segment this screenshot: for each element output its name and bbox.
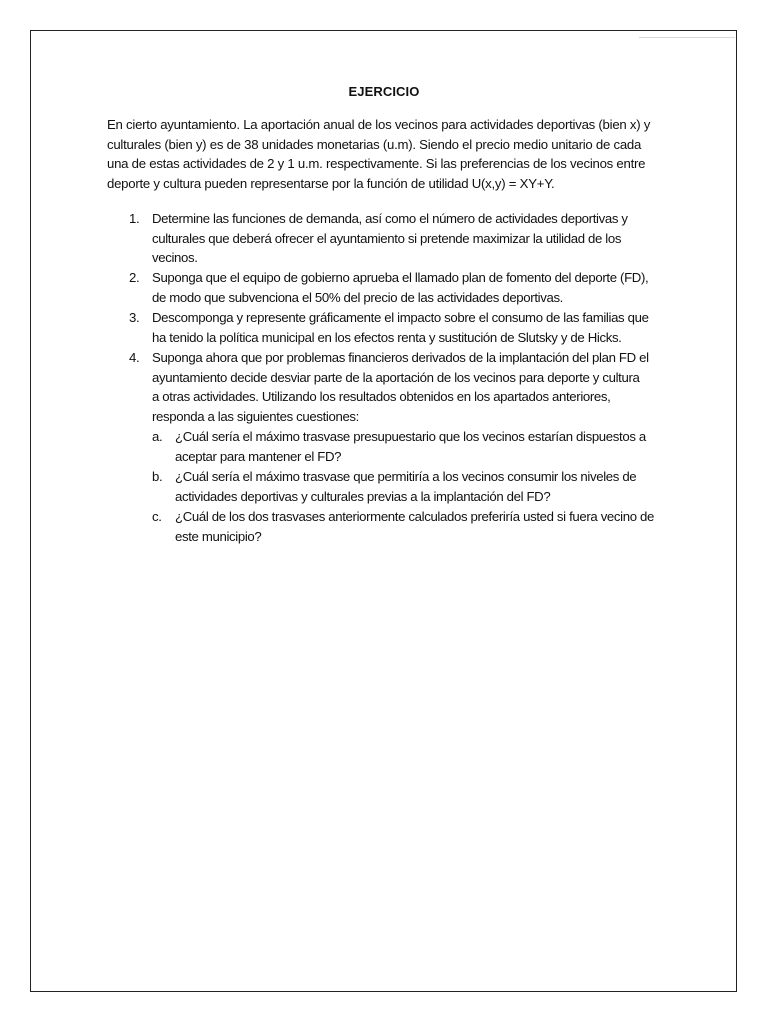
subquestion-letter: b. [152,469,163,484]
subquestion-line: ¿Cuál sería el máximo trasvase presupuestario que los vecinos estarían dispuestos a [175,429,646,444]
intro-line: deporte y cultura pueden representarse por la función de utilidad U(x,y) = XY+Y. [107,175,555,191]
intro-line: una de estas actividades de 2 y 1 u.m. respectivamente. Si las preferencias de los vecinos entre [107,156,646,172]
question-line: de modo que subvenciona el 50% del precio de las actividades deportivas. [152,289,563,305]
question-line: a otras actividades. Utilizando los resultados obtenidos en los apartados anteriores, [152,389,611,405]
intro-line: culturales (bien y) es de 38 unidades monetarias (u.m). Siendo el precio medio unitario de cada [107,136,642,152]
question-line: vecinos. [152,250,198,266]
question-line: ayuntamiento decide desviar parte de la aportación de los vecinos para deporte y cultura [152,369,640,385]
question-number: 1. [129,211,140,226]
subquestion-text [175,427,646,466]
subquestion-line: este municipio? [175,528,262,544]
question-line: Suponga ahora que por problemas financieros derivados de la implantación del plan FD el [152,350,649,365]
header-rule [639,37,735,38]
subquestion-text [175,507,654,546]
subquestion-line: aceptar para mantener el FD? [175,448,342,464]
question-line: Suponga que el equipo de gobierno aprueba el llamado plan de fomento del deporte (FD), [152,270,649,285]
subquestion-letter: c. [152,509,162,524]
question-line: ha tenido la política municipal en los efectos renta y sustitución de Slutsky y de Hicks. [152,329,622,345]
question-line: Descomponga y represente gráficamente el impacto sobre el consumo de las familias que [152,310,649,325]
intro-paragraph [107,115,667,193]
question-line: Determine las funciones de demanda, así como el número de actividades deportivas y [152,211,628,226]
document-title: EJERCICIO [348,84,420,99]
question-text [152,348,649,426]
question-number: 3. [129,310,140,325]
question-number: 4. [129,350,140,365]
intro-line: En cierto ayuntamiento. La aportación anual de los vecinos para actividades deportivas (bien x) y [107,117,651,132]
subquestion-line: ¿Cuál de los dos trasvases anteriormente calculados preferiría usted si fuera vecino de [175,509,654,524]
question-line: culturales que deberá ofrecer el ayuntamiento si pretende maximizar la utilidad de los [152,230,622,246]
subquestion-letter: a. [152,429,163,444]
subquestion-line: actividades deportivas y culturales previas a la implantación del FD? [175,488,551,504]
question-line: responda a las siguientes cuestiones: [152,408,359,424]
question-text [152,268,648,307]
question-text [152,308,649,347]
question-number: 2. [129,270,140,285]
question-text [152,209,628,268]
subquestion-line: ¿Cuál sería el máximo trasvase que permitiría a los vecinos consumir los niveles de [175,469,637,484]
subquestion-text [175,467,636,506]
